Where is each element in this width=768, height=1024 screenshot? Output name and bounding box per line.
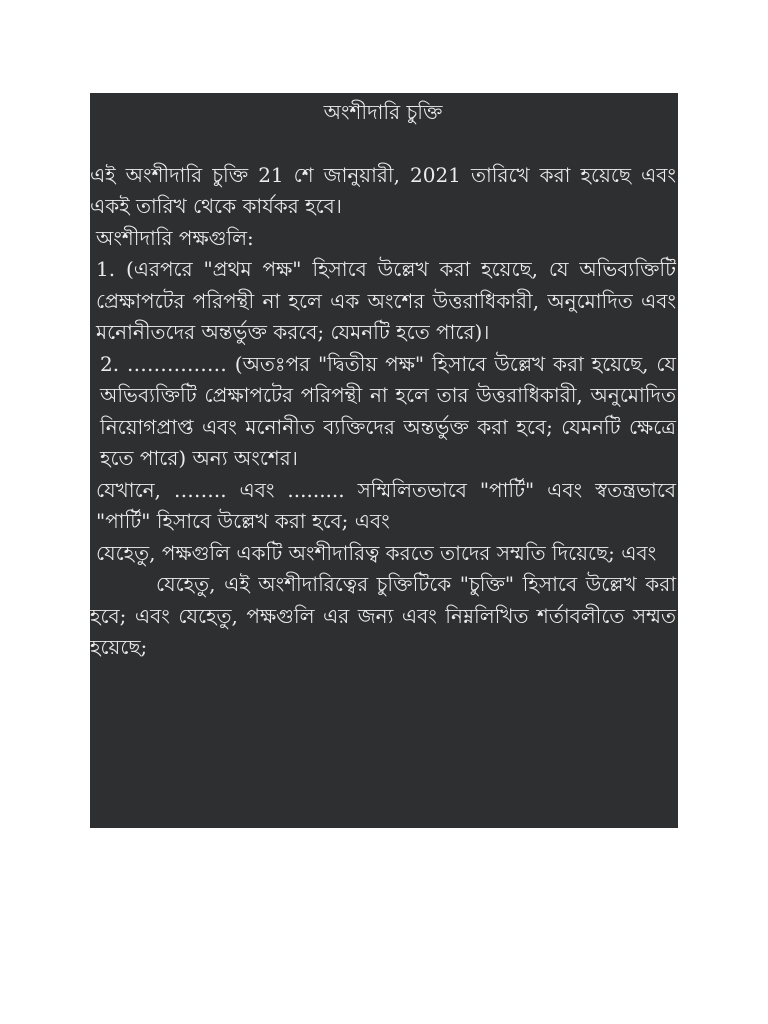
agreement-paragraph: যেহেতু, এই অংশীদারিত্বের চুক্তিটিকে "চুক্তি" হিসাবে উল্লেখ করা হবে; এবং যেহেতু, পক্ষগুলি এর জন্য এবং নিম্নলিখিত শর্তাবলীতে সম্মত হয়েছে;: [90, 572, 676, 659]
second-party-paragraph: 2. …………… (অতঃপর "দ্বিতীয় পক্ষ" হিসাবে উল্লেখ করা হয়েছে, যে অভিব্যক্তিটি প্রেক্ষাপটের পরিপন্থী না হলে তার উত্তরাধিকারী, অনুমোদিত নিয়োগপ্রাপ্ত এবং মনোনীত ব্যক্তিদের অন্তর্ভুক্ত করা হবে; যেমনটি ক্ষেত্রে হতে পারে) অন্য অংশের।: [100, 351, 676, 470]
document-title: অংশীদারি চুক্তি: [323, 100, 443, 124]
consent-paragraph: যেহেতু, পক্ষগুলি একটি অংশীদারিত্ব করতে তাদের সম্মতি দিয়েছে; এবং: [96, 540, 657, 565]
intro-paragraph: এই অংশীদারি চুক্তি 21 শে জানুয়ারী, 2021 তারিখে করা হয়েছে এবং একই তারিখ থেকে কার্যকর হবে।: [90, 162, 676, 218]
parties-heading: অংশীদারি পক্ষগুলি:: [96, 225, 254, 250]
document-panel: [90, 93, 678, 828]
whereas-paragraph: যেখানে, …….. এবং ......... সম্মিলিতভাবে "পার্টি" এবং স্বতন্ত্রভাবে "পার্টি" হিসাবে উল্লেখ করা হবে; এবং: [96, 477, 676, 533]
first-party-paragraph: 1. (এরপরে "প্রথম পক্ষ" হিসাবে উল্লেখ করা হয়েছে, যে অভিব্যক্তিটি প্রেক্ষাপটের পরিপন্থী না হলে এক অংশের উত্তরাধিকারী, অনুমোদিত এবং মনোনীতদের অন্তর্ভুক্ত করবে; যেমনটি হতে পারে)।: [96, 257, 676, 344]
